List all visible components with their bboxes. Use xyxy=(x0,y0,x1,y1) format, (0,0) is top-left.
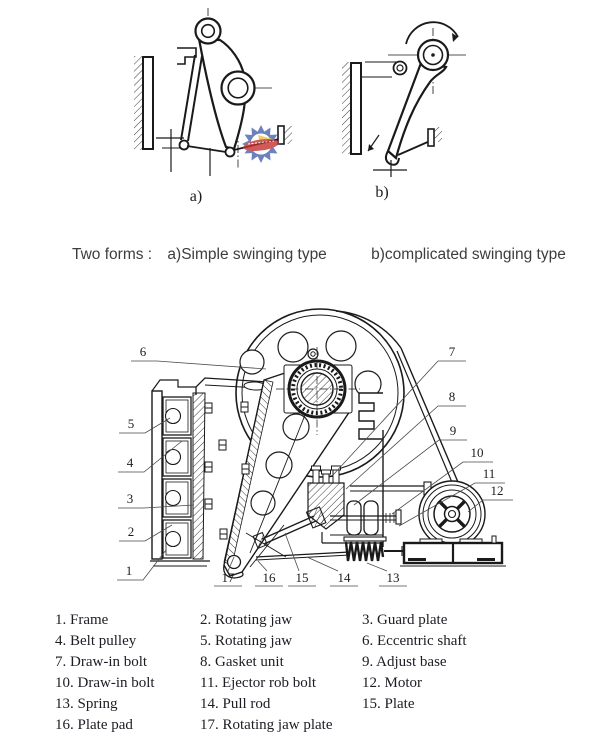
toggle-link-b xyxy=(398,141,430,155)
anchor-a xyxy=(278,126,284,144)
callout-4: 4 xyxy=(126,455,134,470)
legend-item-2: 2. Rotating jaw xyxy=(200,612,293,628)
callout-12: 12 xyxy=(490,483,504,498)
callout-16: 16 xyxy=(262,570,276,585)
legend-item-9: 9. Adjust base xyxy=(362,654,447,670)
legend-item-7: 7. Draw-in bolt xyxy=(55,654,148,670)
legend-item-1: 1. Frame xyxy=(55,612,109,628)
adjust-assembly xyxy=(308,466,431,535)
motor-pulley xyxy=(419,481,485,547)
legend-item-5: 5. Rotating jaw xyxy=(200,633,293,649)
callout-5: 5 xyxy=(127,416,135,431)
pull-rod xyxy=(256,552,350,560)
callout-15: 15 xyxy=(295,570,309,585)
bottom-pivot-right-a xyxy=(226,148,235,157)
wall-hatching-a xyxy=(134,56,143,150)
ejector-rob-bolt xyxy=(396,510,401,524)
fixed-jaw xyxy=(150,380,210,566)
caption-type-a: a)Simple swinging type xyxy=(167,246,327,263)
callout-9: 9 xyxy=(449,423,457,438)
legend-item-17: 17. Rotating jaw plate xyxy=(200,717,333,733)
legend-item-8: 8. Gasket unit xyxy=(200,654,284,670)
figure-a-simple-swing xyxy=(134,8,292,205)
callout-13: 13 xyxy=(386,570,400,585)
legend-item-16: 16. Plate pad xyxy=(55,717,133,733)
legend-item-6: 6. Eccentric shaft xyxy=(362,633,467,649)
callout-2: 2 xyxy=(127,524,135,539)
callout-1: 1 xyxy=(125,563,133,578)
legend-item-3: 3. Guard plate xyxy=(362,612,448,628)
figure-b-complicated-swing xyxy=(342,22,466,201)
swing-type-figures xyxy=(0,0,601,238)
figure-b-label: b) xyxy=(375,184,389,201)
fixed-wall-a xyxy=(143,57,153,149)
figure-a-label: a) xyxy=(189,188,203,205)
callout-3: 3 xyxy=(126,491,134,506)
callout-7: 7 xyxy=(448,344,456,359)
jaw-liner-blocks xyxy=(163,397,191,558)
figure-caption xyxy=(72,246,592,264)
wall-hatching-b xyxy=(342,62,351,154)
caption-prefix: Two forms : xyxy=(72,246,153,263)
legend-item-13: 13. Spring xyxy=(55,696,118,712)
fixed-wall-b xyxy=(351,63,361,154)
spring xyxy=(344,537,404,561)
swing-jaw-b xyxy=(388,63,446,158)
callout-14: 14 xyxy=(337,570,351,585)
callout-11: 11 xyxy=(482,466,496,481)
jaw-crusher-structure-diagram xyxy=(0,285,601,605)
anchor-b xyxy=(428,129,434,146)
callout-10: 10 xyxy=(470,445,484,460)
watermark-logo xyxy=(242,125,280,163)
parts-legend xyxy=(55,610,575,736)
gasket-unit xyxy=(347,501,361,535)
callout-6: 6 xyxy=(139,344,147,359)
legend-item-4: 4. Belt pulley xyxy=(55,633,137,649)
legend-item-14: 14. Pull rod xyxy=(200,696,271,712)
guard-plate xyxy=(193,393,205,559)
callout-8: 8 xyxy=(448,389,456,404)
legend-item-15: 15. Plate xyxy=(362,696,415,712)
legend-item-12: 12. Motor xyxy=(362,675,422,691)
callout-17: 17 xyxy=(221,570,235,585)
caption-type-b: b)complicated swinging type xyxy=(371,246,566,263)
legend-item-11: 11. Ejector rob bolt xyxy=(200,675,317,691)
legend-item-10: 10. Draw-in bolt xyxy=(55,675,155,691)
